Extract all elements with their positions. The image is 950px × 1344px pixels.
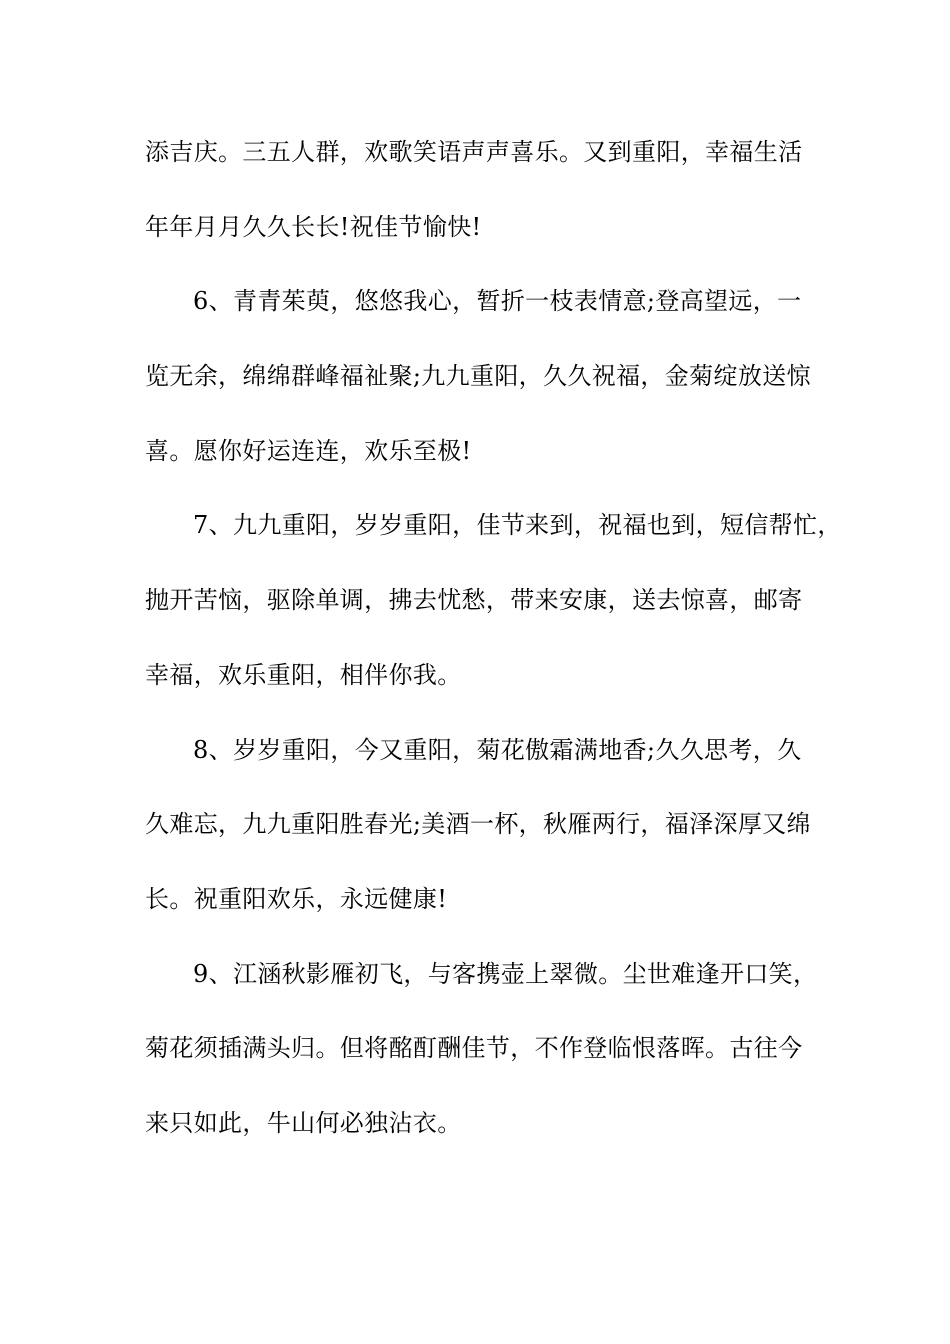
text-line: 长。祝重阳欢乐，永远健康! [145,885,448,913]
paragraph-9-start: 9、江涵秋影雁初飞，与客携壶上翠微。尘世难逢开口笑， [193,960,818,988]
paragraph-8-start: 8、岁岁重阳，今又重阳，菊花傲霜满地香;久久思考，久 [193,736,802,764]
paragraph-6-start: 6、青青茱萸，悠悠我心，暂折一枝表情意;登高望远，一 [193,287,802,315]
text-line: 来只如此，牛山何必独沾衣。 [145,1109,462,1137]
text-line: 久难忘，九九重阳胜春光;美酒一杯，秋雁两行，福泽深厚又绵 [145,810,811,838]
text-line: 菊花须插满头归。但将酩酊酬佳节，不作登临恨落晖。古往今 [145,1034,803,1062]
text-line: 抛开苦恼，驱除单调，拂去忧愁，带来安康，送去惊喜，邮寄 [145,586,803,614]
text-line: 幸福，欢乐重阳，相伴你我。 [145,661,462,689]
text-line: 喜。愿你好运连连，欢乐至极! [145,437,472,465]
text-line: 览无余，绵绵群峰福祉聚;九九重阳，久久祝福，金菊绽放送惊 [145,362,811,390]
paragraph-7-start: 7、九九重阳，岁岁重阳，佳节来到，祝福也到，短信帮忙， [193,511,842,539]
text-line: 年年月月久久长长!祝佳节愉快! [145,213,482,241]
text-line: 添吉庆。三五人群，欢歌笑语声声喜乐。又到重阳，幸福生活 [145,138,803,166]
